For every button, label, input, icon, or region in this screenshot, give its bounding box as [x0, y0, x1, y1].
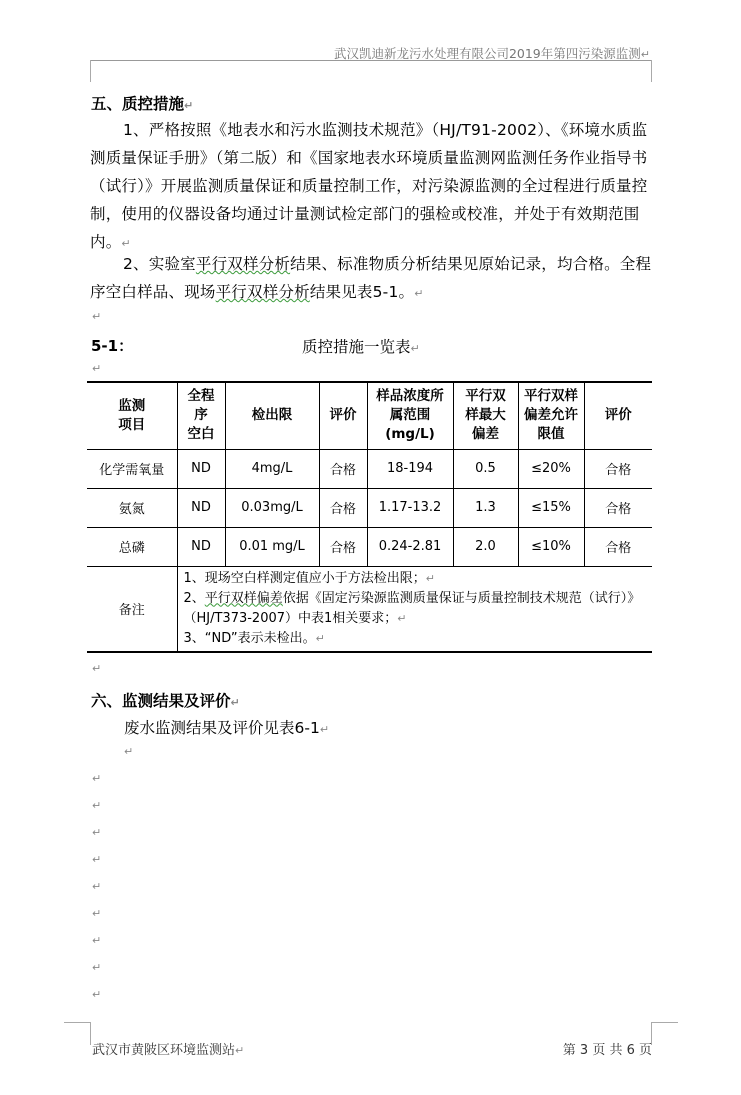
- empty-paragraph: ↵: [92, 799, 102, 812]
- section-6-paragraph: 废水监测结果及评价见表6-1↵: [124, 719, 330, 737]
- section-5-heading: 五、质控措施↵: [91, 95, 194, 113]
- cell: ≤10%: [518, 527, 584, 566]
- cell: 4mg/L: [225, 449, 319, 488]
- empty-paragraph: ↵: [92, 880, 102, 893]
- col-header-evaluation-2: 评价: [584, 382, 652, 449]
- cell: 1.3: [453, 488, 518, 527]
- empty-paragraph: ↵: [92, 362, 102, 375]
- cell: 氨氮: [87, 488, 177, 527]
- empty-paragraph: ↵: [92, 934, 102, 947]
- cell: 0.24-2.81: [367, 527, 453, 566]
- underlined-term: 平行双样分析: [215, 283, 310, 301]
- crop-mark-top-right: [651, 60, 678, 82]
- cell: ≤20%: [518, 449, 584, 488]
- empty-paragraph: ↵: [92, 662, 102, 675]
- col-header-max-deviation: 平行双 样最大 偏差: [453, 382, 518, 449]
- col-header-evaluation: 评价: [319, 382, 367, 449]
- cell: 合格: [319, 527, 367, 566]
- cell: 0.01 mg/L: [225, 527, 319, 566]
- note-3: 3、“ND”表示未检出。↵: [183, 630, 325, 646]
- paragraph-mark: ↵: [640, 48, 650, 61]
- cell: 1.17-13.2: [367, 488, 453, 527]
- cell: 合格: [584, 527, 652, 566]
- empty-paragraph: ↵: [92, 310, 102, 323]
- cell: ≤15%: [518, 488, 584, 527]
- footer-page-number: 第 3 页 共 6 页: [562, 1043, 652, 1058]
- empty-paragraph: ↵: [92, 826, 102, 839]
- empty-paragraph: ↵: [92, 907, 102, 920]
- header-title: 武汉凯迪新龙污水处理有限公司2019年第四污染源监测: [333, 46, 641, 61]
- cell: 合格: [584, 449, 652, 488]
- col-header-allowed-deviation: 平行双样 偏差允许 限值: [518, 382, 584, 449]
- cell: 合格: [319, 488, 367, 527]
- crop-mark-top-left: [64, 60, 91, 82]
- crop-mark-bottom-right: [651, 1022, 678, 1045]
- cell: 合格: [319, 449, 367, 488]
- cell: 0.03mg/L: [225, 488, 319, 527]
- notes-cell: [177, 566, 652, 652]
- cell: 0.5: [453, 449, 518, 488]
- cell: ND: [177, 449, 225, 488]
- quality-control-table: [87, 381, 652, 653]
- table-row: [87, 449, 652, 488]
- cell: ND: [177, 527, 225, 566]
- notes-label: 备注: [87, 566, 177, 652]
- col-header-concentration-range: 样品浓度所 属范围 (mg/L): [367, 382, 453, 449]
- empty-paragraph: ↵: [92, 961, 102, 974]
- section-5-paragraph-1: 1、严格按照《地表水和污水监测技术规范》（HJ/T91-2002）、《环境水质监测质量保证手册》（第二版）和《国家地表水环境质量监测网监测任务作业指导书（试行）》开展监测质量保证和质量控制工作，对污染源监测的全过程进行质量控制，使用的仪器设备均通过计量测试检定部门的强检或校准，并处于有效期范围内。↵: [90, 121, 648, 251]
- empty-paragraph: ↵: [92, 853, 102, 866]
- cell: 总磷: [87, 527, 177, 566]
- table-number: 5-1：: [91, 337, 134, 355]
- col-header-blank: 全程 序 空白: [177, 382, 225, 449]
- cell: 化学需氧量: [87, 449, 177, 488]
- empty-paragraph: ↵: [92, 988, 102, 1001]
- empty-paragraph: ↵: [124, 745, 134, 758]
- table-header-row: [87, 382, 652, 449]
- table-row: [87, 527, 652, 566]
- cell: 18-194: [367, 449, 453, 488]
- note-2: 2、平行双样偏差依据《固定污染源监测质量保证与质量控制技术规范（试行）》（HJ/T373-2007）中表1相关要求；↵: [183, 590, 641, 626]
- note-1: 1、现场空白样测定值应小于方法检出限；↵: [183, 570, 435, 586]
- empty-paragraph: ↵: [92, 772, 102, 785]
- col-header-detection-limit: 检出限: [225, 382, 319, 449]
- footer-organization: 武汉市黄陂区环境监测站↵: [92, 1043, 245, 1058]
- section-5-paragraph-2: 2、实验室平行双样分析结果、标准物质分析结果见原始记录，均合格。全程序空白样品、现场平行双样分析结果见表5-1。↵: [90, 255, 652, 301]
- cell: ND: [177, 488, 225, 527]
- header-rule: [90, 60, 652, 61]
- underlined-term: 平行双样分析: [195, 255, 291, 273]
- col-header-item: 监测 项目: [87, 382, 177, 449]
- cell: 2.0: [453, 527, 518, 566]
- table-row: [87, 488, 652, 527]
- crop-mark-bottom-left: [64, 1022, 91, 1045]
- section-6-heading: 六、监测结果及评价↵: [91, 692, 240, 710]
- cell: 合格: [584, 488, 652, 527]
- table-title: 质控措施一览表↵: [302, 338, 420, 356]
- table-notes-row: [87, 566, 652, 652]
